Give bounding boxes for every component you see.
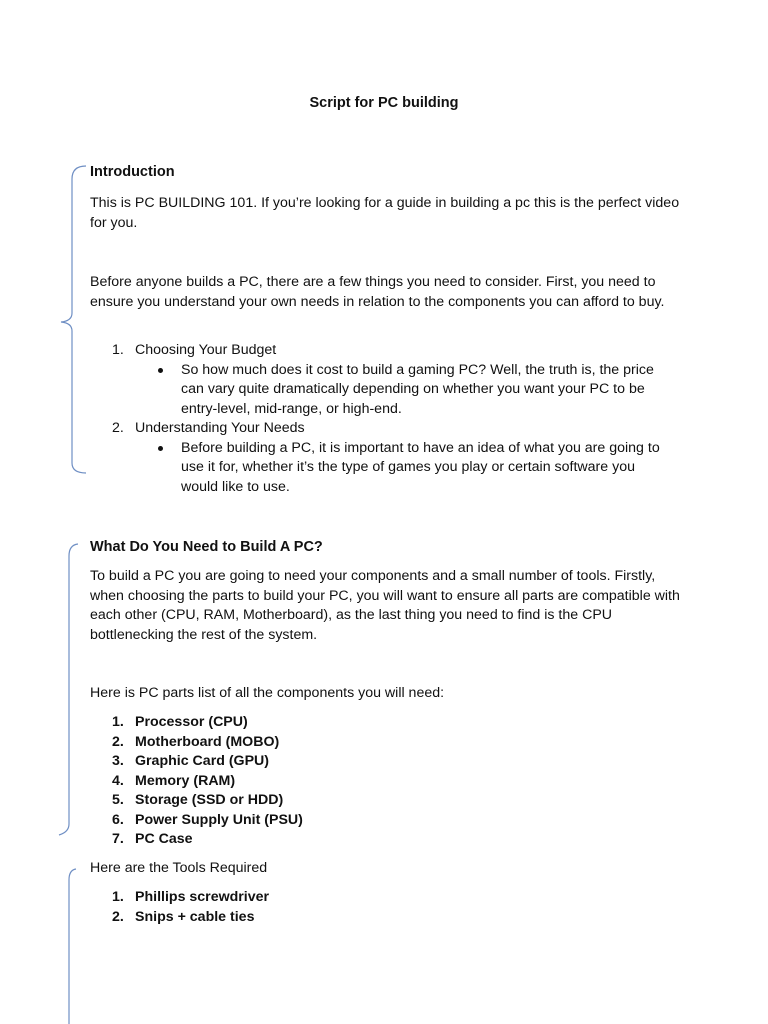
document-title: Script for PC building	[309, 95, 459, 111]
tools-list-block	[90, 888, 690, 927]
list-item	[90, 772, 690, 792]
intro-numbered-list-2	[90, 419, 690, 439]
introduction-section	[90, 163, 690, 183]
part-label: Storage (SSD or HDD)	[135, 792, 284, 808]
list-number: 1.	[112, 889, 124, 905]
part-label: PC Case	[135, 831, 193, 847]
list-item	[90, 830, 690, 850]
list-number: 6.	[112, 811, 124, 828]
list-number: 2.	[112, 733, 124, 750]
parts-intro	[90, 684, 690, 704]
tools-list	[90, 888, 690, 927]
list-number: 2.	[112, 908, 124, 925]
intro-numbered-list	[90, 341, 690, 361]
section-brace-intro	[56, 163, 90, 477]
list-item	[90, 419, 690, 439]
needs-section	[90, 538, 690, 558]
list-item	[90, 752, 690, 772]
tools-intro-text: Here are the Tools Required	[90, 860, 268, 876]
tools-intro	[90, 859, 690, 879]
parts-list-block	[90, 713, 690, 850]
part-label: Graphic Card (GPU)	[135, 753, 270, 769]
list-item	[90, 341, 690, 361]
introduction-heading: Introduction	[90, 164, 175, 180]
part-label: Motherboard (MOBO)	[135, 733, 280, 750]
list-number: 1.	[112, 714, 124, 730]
needs-bullet-list	[90, 439, 690, 498]
list-item-label: Choosing Your Budget	[135, 342, 277, 358]
intro-paragraph-2-text: Before anyone builds a PC, there are a few things you need to consider. First, you need to ensure you understand your own needs in relation to the components you can afford to buy.	[90, 274, 665, 310]
needs-paragraph-text: To build a PC you are going to need your components and a small number of tools. Firstly, when choosing the parts to build your PC, you will want to ensure all parts are compatible with each other (CPU, RAM, Motherboard), as the last thing you need to find is the CPU bottlenecking the rest of the system.	[90, 568, 680, 643]
part-label: Memory (RAM)	[135, 772, 236, 789]
list-item	[90, 908, 690, 928]
list-number: 5.	[112, 792, 124, 808]
list-item	[90, 888, 690, 908]
list-item	[90, 713, 690, 733]
bullet-item: So how much does it cost to build a gaming PC? Well, the truth is, the price can vary quite dramatically depending on whether you want your PC to be entry-level, mid-range, or high-end.	[90, 361, 690, 420]
bullet-item: Before building a PC, it is important to have an idea of what you are going to use it for, whether it’s the type of games you play or certain software you would like to use.	[90, 439, 690, 498]
part-label: Processor (CPU)	[135, 714, 248, 730]
parts-intro-text: Here is PC parts list of all the components you will need:	[90, 685, 445, 701]
list-number: 3.	[112, 753, 124, 769]
budget-bullet-list	[90, 361, 690, 420]
section-brace-needs	[56, 540, 90, 840]
tool-label: Snips + cable ties	[135, 908, 255, 925]
list-number: 4.	[112, 772, 124, 789]
list-number: 2.	[112, 420, 124, 436]
section-brace-tools	[56, 866, 90, 1024]
intro-paragraph-1	[90, 194, 690, 233]
list-number: 1.	[112, 342, 124, 358]
intro-list	[90, 341, 690, 497]
part-label: Power Supply Unit (PSU)	[135, 811, 303, 828]
needs-paragraph	[90, 567, 690, 645]
list-item	[90, 811, 690, 831]
tool-label: Phillips screwdriver	[135, 889, 270, 905]
list-item	[90, 791, 690, 811]
needs-heading: What Do You Need to Build A PC?	[90, 539, 323, 555]
list-number: 7.	[112, 831, 124, 847]
list-item-label: Understanding Your Needs	[135, 420, 305, 436]
list-item	[90, 733, 690, 753]
parts-list	[90, 713, 690, 850]
intro-paragraph-2	[90, 273, 690, 312]
intro-paragraph-1-text: This is PC BUILDING 101. If you’re looking for a guide in building a pc this is the perfect video for you.	[90, 195, 680, 231]
